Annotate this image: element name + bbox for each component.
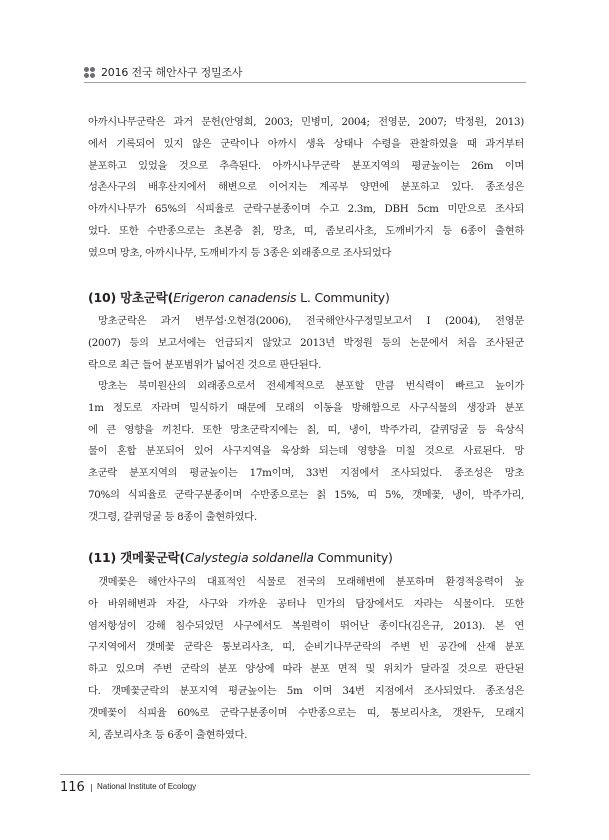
text-line: 락으로 최근 들어 분포범위가 넓어진 것으로 판단된다. (88, 358, 322, 371)
section-10-heading (88, 288, 390, 306)
text-line: 1m 정도로 자라며 밀식하기 때문에 모래의 이동을 방해함으로 사구식물의 생장과 분포 (88, 401, 524, 414)
header-divider (84, 82, 526, 83)
text-line: 염저항성이 강해 침수되었던 사구에서도 복원력이 뛰어난 종이다(김은규, 2013). 본 연 (88, 619, 524, 632)
text-line: 하고 있으며 주변 군락의 분포 양상에 따라 분포 면적 및 위치가 달라질 것으로 판단된 (88, 663, 524, 676)
heading-suffix: L. Community) (296, 290, 390, 305)
header-dots-icon (84, 67, 96, 79)
page-footer (60, 774, 530, 798)
species-name: Erigeron canadensis (173, 290, 297, 305)
heading-prefix: (10) 망초군락( (88, 290, 174, 305)
text-line: 갯메꽃은 해안사구의 대표적인 식물로 전국의 모래해변에 분포하며 환경적응력이 높 (98, 576, 524, 588)
footer-divider (60, 774, 530, 775)
section-11-heading (88, 548, 393, 566)
header-title: 2016 전국 해안사구 정밀조사 (101, 66, 243, 79)
text-line: 었다. 또한 수반종으로는 초본층 칡, 망초, 띠, 좀보리사초, 도깨비가지 등 6종이 출현하 (88, 224, 524, 237)
text-line: 갯메꽃이 식피율 60%로 군락구분종이며 수반종으로는 띠, 통보리사초, 갯완두, 모래지 (88, 706, 524, 719)
text-line: 구지역에서 갯메꽃 군락은 통보리사초, 띠, 순비기나무군락의 주변 빈 공간에 산재 분포 (88, 641, 524, 654)
text-line: 에 큰 영향을 끼친다. 또한 망초군락지에는 칡, 띠, 냉이, 박주가리, 갈퀴덩굴 등 육상식 (88, 423, 524, 436)
text-line: 다. 갯메꽃군락의 분포지역 평균높이는 5m 이며 34번 지점에서 조사되었다. 종조성은 (88, 684, 524, 697)
page-number: 116 (60, 780, 85, 795)
text-line: 아까시나무가 65%의 식피율로 군락구분종이며 수고 2.3m, DBH 5cm 미만으로 조사되 (88, 203, 524, 216)
text-line: 성촌사구의 배후산지에서 해변으로 이어지는 계곡부 양면에 분포하고 있다. 종조성은 (88, 181, 524, 194)
section-10-paragraph-2 (88, 376, 524, 529)
heading-prefix: (11) 갯메꽃군락( (88, 550, 186, 565)
text-line: 물이 혼합 분포되어 있어 사구지역을 육상화 되는데 영향을 미칠 것으로 사료된다. 망 (88, 445, 524, 458)
text-line: 초군락 분포지역의 평균높이는 17m이며, 33번 지점에서 조사되었다. 종조성은 망초 (88, 467, 524, 480)
section-10-paragraph-1 (88, 311, 524, 376)
running-header (84, 62, 526, 82)
section-11-paragraph-1 (88, 572, 524, 746)
text-line: 망초군락은 과거 변무섭·오현경(2006), 전국해안사구정밀보고서 I (2004), 전영문 (98, 315, 524, 327)
text-line: 아까시나무군락은 과거 문헌(안영희, 2003; 민병미, 2004; 전영문, 2007; 박정원, 2013) (88, 116, 524, 128)
text-line: (2007) 등의 보고서에는 언급되지 않았고 2013년 박정원 등의 논문에서 처음 조사된군 (88, 336, 524, 349)
text-line: 분포하고 있었을 것으로 추측된다. 아까시나무군락 분포지역의 평균높이는 26m 이며 (88, 159, 524, 172)
text-line: 아 바위해변과 자갈, 사구와 가까운 공터나 민가의 담장에서도 자라는 식물이다. 또한 (88, 597, 524, 610)
text-line: 에서 기록되어 있지 않은 군락이나 아까시 생육 상태나 수령을 관찰하였을 때 과거부터 (88, 137, 524, 150)
footer-institution: National Institute of Ecology (97, 782, 197, 791)
text-line: 70%의 식피율로 군락구분종이며 수반종으로는 칡 15%, 띠 5%, 갯메꽃, 냉이, 박주가리, (88, 488, 524, 501)
text-line: 갯그령, 갈퀴덩굴 등 8종이 출현하였다. (88, 510, 257, 523)
text-line: 망초는 북미원산의 외래종으로서 전세계적으로 분포할 만큼 번식력이 빠르고 높이가 (98, 380, 524, 392)
footer-separator (91, 784, 92, 792)
text-line: 치, 좀보리사초 등 6종이 출현하였다. (88, 728, 248, 741)
heading-suffix: Community) (313, 550, 393, 565)
species-name: Calystegia soldanella (185, 550, 314, 565)
text-line: 였으며 망초, 아까시나무, 도깨비가지 등 3종은 외래종으로 조사되었다 (88, 246, 392, 259)
intro-paragraph (88, 112, 524, 265)
